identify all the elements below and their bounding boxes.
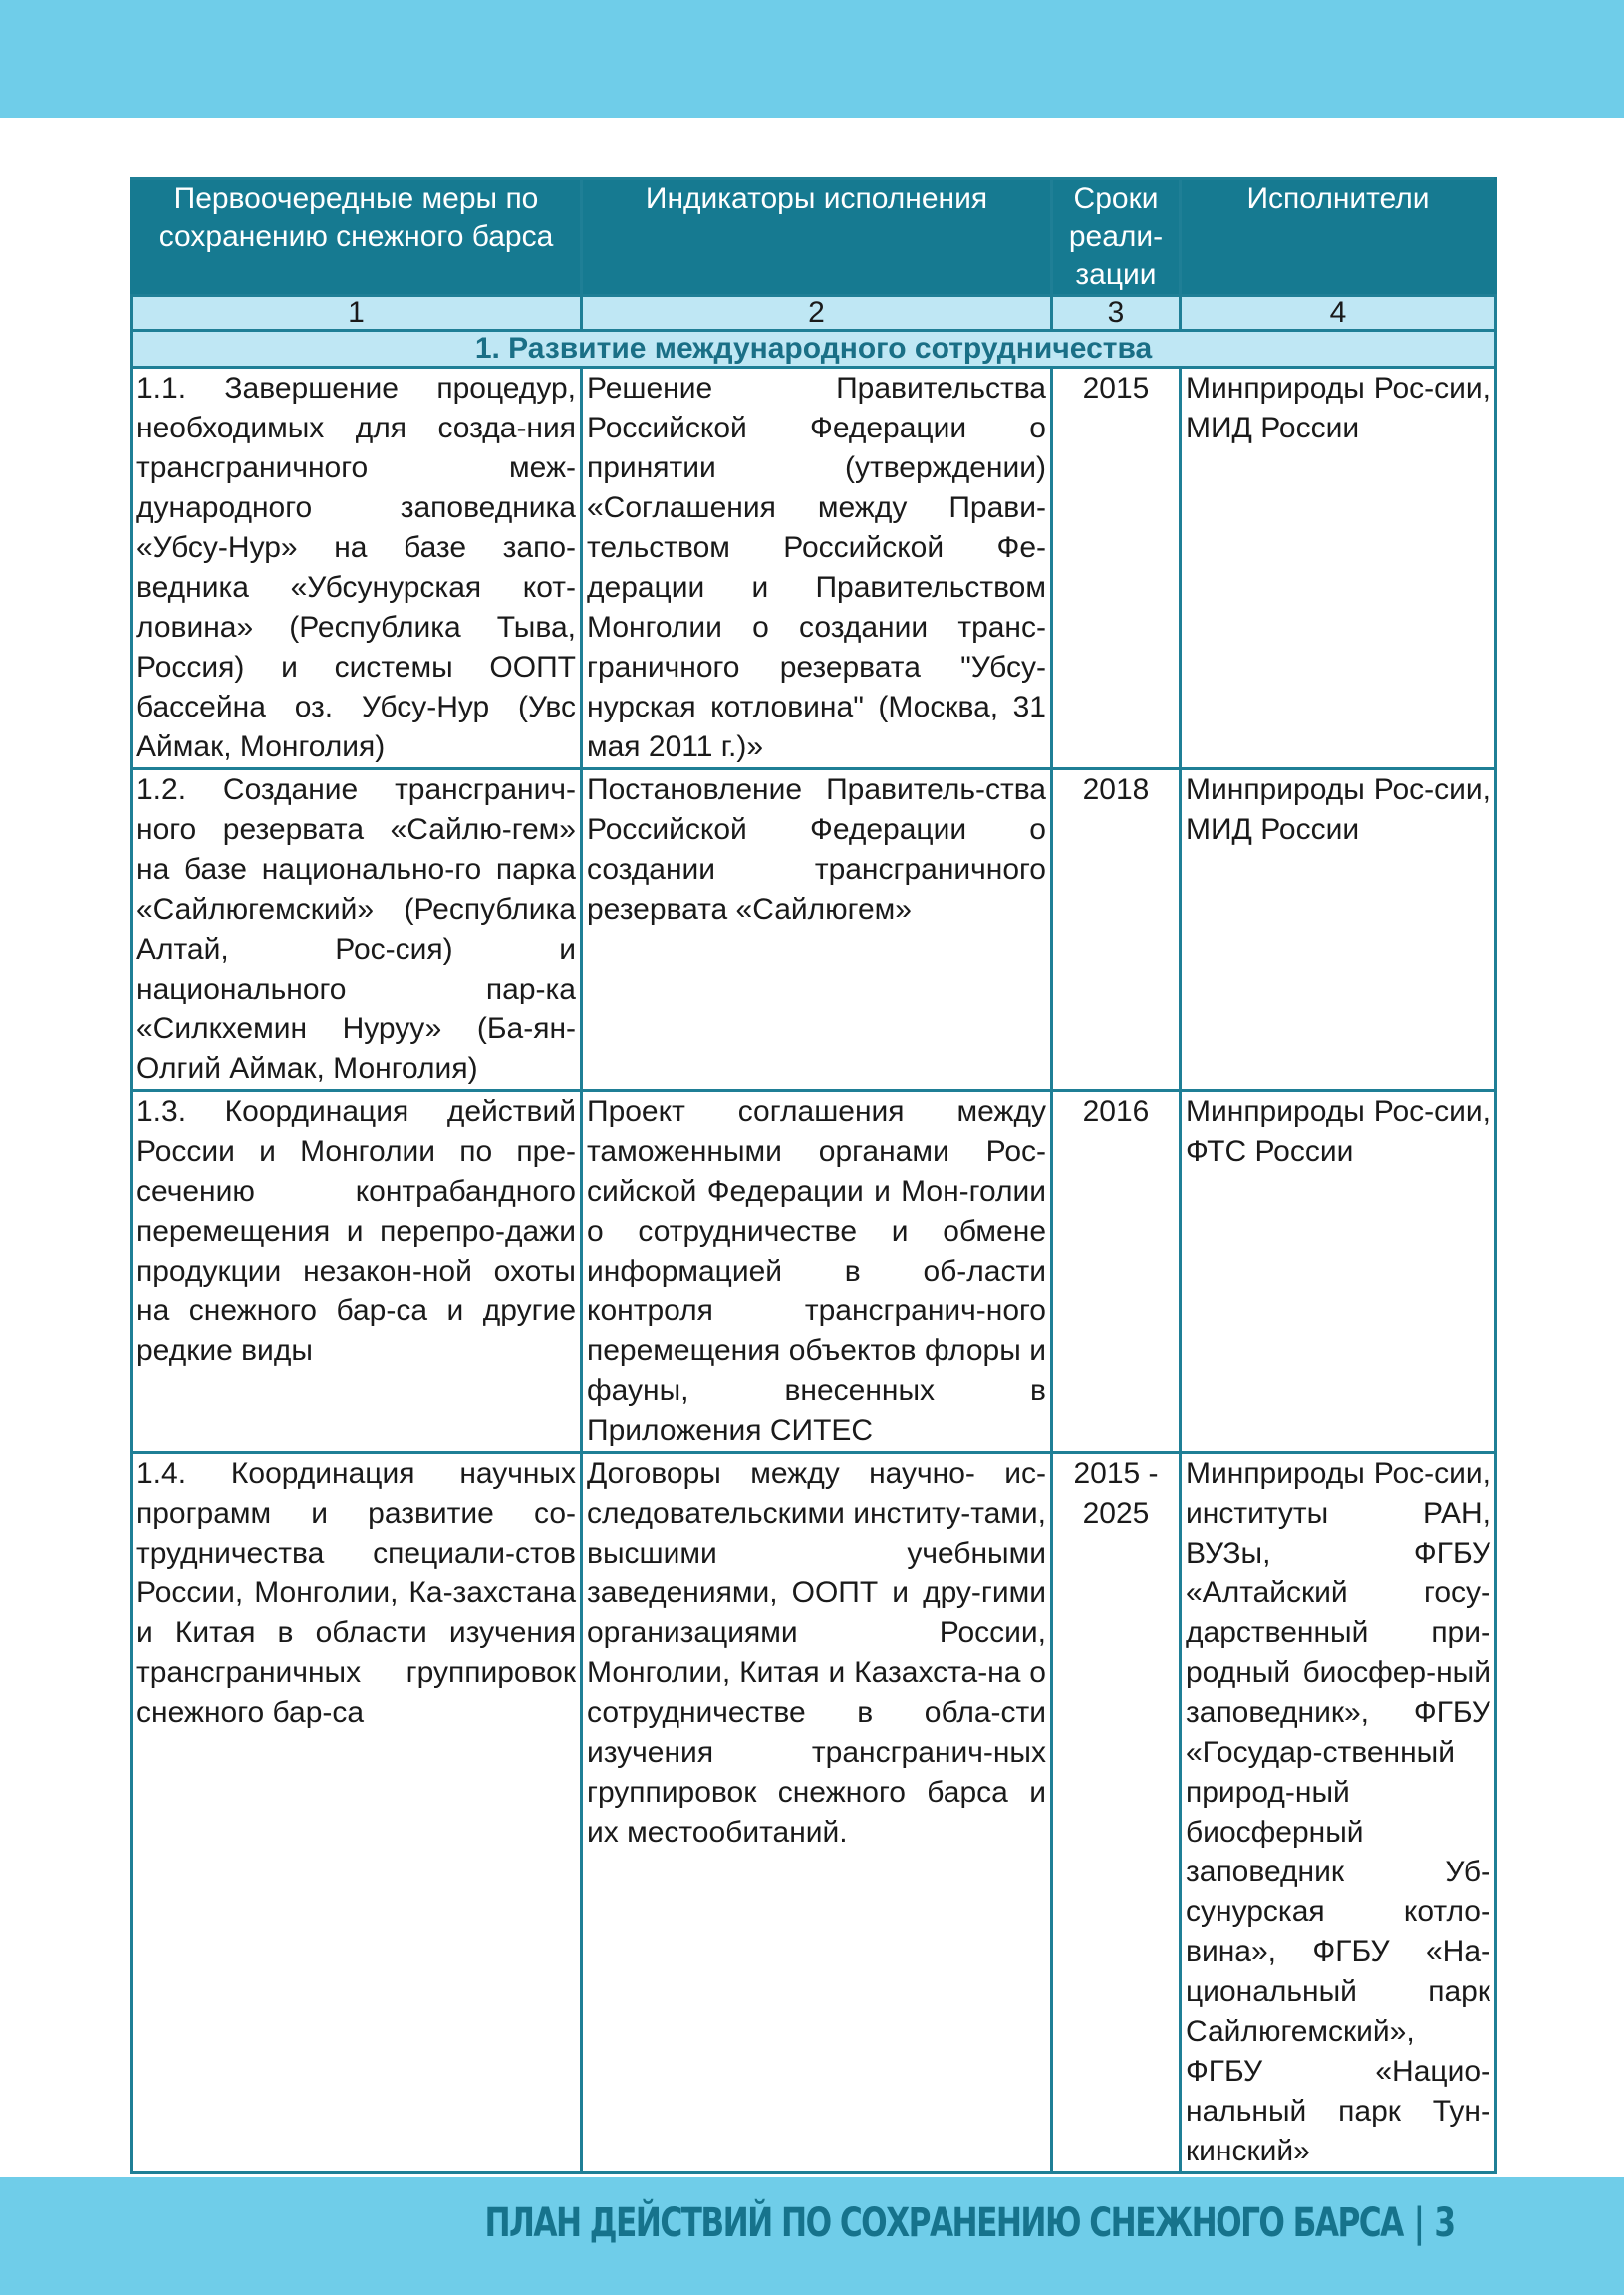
table-row	[132, 1453, 1496, 2173]
section-title: 1. Развитие международного сотрудничества	[132, 331, 1496, 368]
executors-cell: Минприроды Рос-сии, институты РАН, ВУЗы, ФГБУ «Алтайский госу-дарственный при-родный биосфер-ный заповедник», ФГБУ «Государ-ственный природ-ный биосферный заповедник Уб-сунурская котло-вина», ФГБУ «На-циональный парк Сайлюгемский», ФГБУ «Нацио-нальный парк Тун-кинский»	[1181, 1453, 1496, 2173]
top-color-band	[0, 0, 1624, 118]
header-terms: Сроки реали-зации	[1052, 179, 1181, 296]
section-row	[132, 331, 1496, 368]
term-cell: 2016	[1052, 1091, 1181, 1453]
executors-cell: Минприроды Рос-сии, ФТС России	[1181, 1091, 1496, 1453]
measure-cell: 1.4. Координация научных программ и развитие со-трудничества специали-стов России, Монголии, Ка-захстана и Китая в области изучения трансграничных группировок снежного бар-са	[132, 1453, 582, 2173]
column-number-row	[132, 296, 1496, 331]
column-number: 1	[132, 296, 582, 331]
footer-separator: |	[1414, 2200, 1424, 2246]
executors-cell: Минприроды Рос-сии, МИД России	[1181, 368, 1496, 769]
header-measures: Первоочередные меры по сохранению снежного барса	[132, 179, 582, 296]
page-footer	[485, 2200, 1455, 2246]
footer-title: ПЛАН ДЕЙСТВИЙ ПО СОХРАНЕНИЮ СНЕЖНОГО БАРСА	[484, 2200, 1404, 2246]
measure-cell: 1.3. Координация действий России и Монголии по пре-сечению контрабандного перемещения и перепро-дажи продукции незакон-ной охоты на снежного бар-са и другие редкие виды	[132, 1091, 582, 1453]
table-header-row	[132, 179, 1496, 296]
action-plan-table	[130, 177, 1497, 2174]
measure-cell: 1.1. Завершение процедур, необходимых для созда-ния трансграничного меж-дународного заповедника «Убсу-Нур» на базе запо-ведника «Убсунурская кот-ловина» (Республика Тыва, Россия) и системы ООПТ бассейна оз. Убсу-Нур (Увс Аймак, Монголия)	[132, 368, 582, 769]
table-row	[132, 368, 1496, 769]
header-executors: Исполнители	[1181, 179, 1496, 296]
indicator-cell: Договоры между научно- ис-следовательскими институ-тами, высшими учебными заведениями, ООПТ и дру-гими организациями России, Монголии, Китая и Казахста-на о сотрудничестве в обла-сти изучения трансгранич-ных группировок снежного барса и их местообитаний.	[582, 1453, 1052, 2173]
executors-cell: Минприроды Рос-сии, МИД России	[1181, 769, 1496, 1091]
page-number: 3	[1434, 2200, 1455, 2246]
column-number: 2	[582, 296, 1052, 331]
indicator-cell: Решение Правительства Российской Федерации о принятии (утверждении) «Соглашения между Прави-тельством Российской Фе-дерации и Правительством Монголии о создании транс-граничного резервата "Убсу-нурская котловина" (Москва, 31 мая 2011 г.)»	[582, 368, 1052, 769]
column-number: 4	[1181, 296, 1496, 331]
indicator-cell: Постановление Правитель-ства Российской Федерации о создании трансграничного резервата «Сайлюгем»	[582, 769, 1052, 1091]
term-cell: 2015 - 2025	[1052, 1453, 1181, 2173]
table-row	[132, 769, 1496, 1091]
column-number: 3	[1052, 296, 1181, 331]
term-cell: 2015	[1052, 368, 1181, 769]
measure-cell: 1.2. Создание трансгранич-ного резервата «Сайлю-гем» на базе национально-го парка «Сайлюгемский» (Республика Алтай, Рос-сия) и национального пар-ка «Силкхемин Нуруу» (Ба-ян-Олгий Аймак, Монголия)	[132, 769, 582, 1091]
table-row	[132, 1091, 1496, 1453]
header-indicators: Индикаторы исполнения	[582, 179, 1052, 296]
term-cell: 2018	[1052, 769, 1181, 1091]
indicator-cell: Проект соглашения между таможенными органами Рос-сийской Федерации и Мон-голии о сотрудничестве и обмене информацией в об-ласти контроля трансгранич-ного перемещения объектов флоры и фауны, внесенных в Приложения СИТЕС	[582, 1091, 1052, 1453]
